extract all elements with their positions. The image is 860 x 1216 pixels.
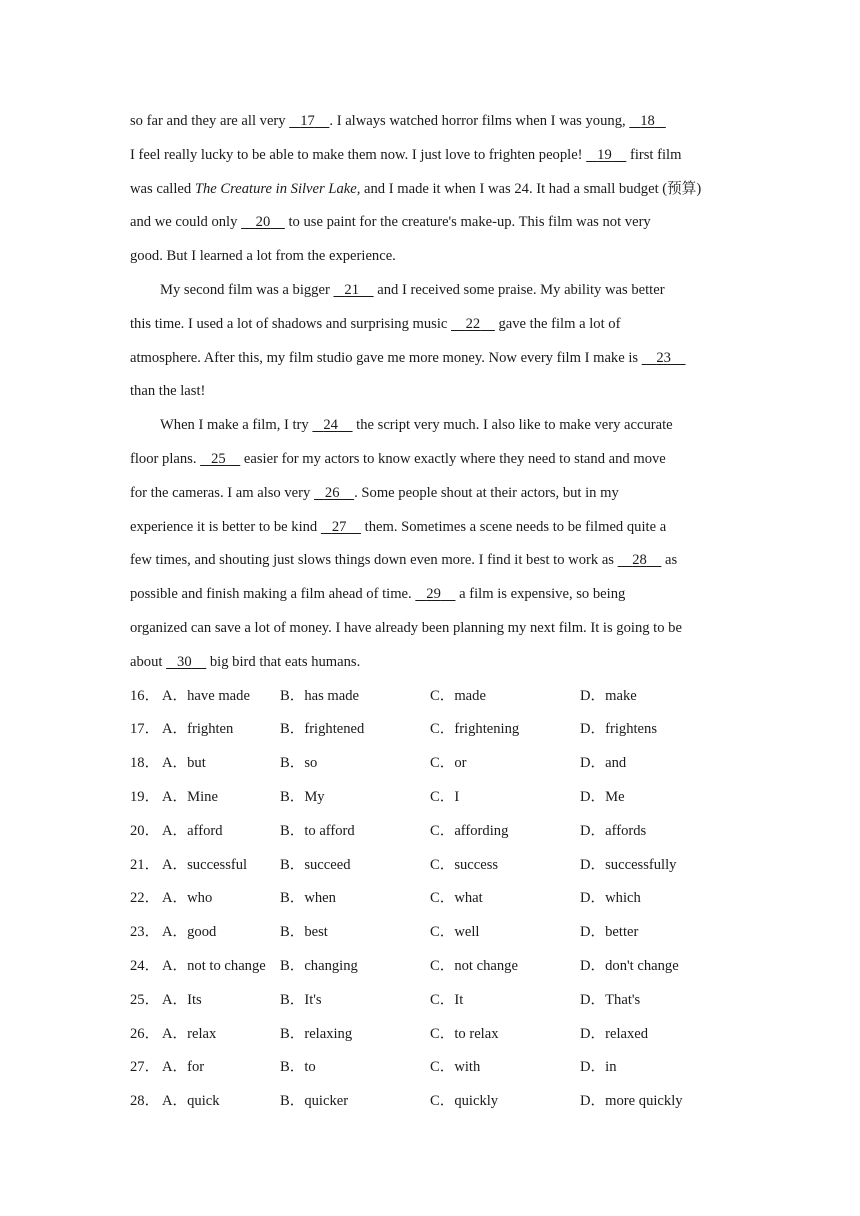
question-number: 28．: [130, 1093, 160, 1110]
question-23-options: [130, 916, 730, 950]
passage-text: experience it is better to be kind: [130, 518, 321, 535]
options-list: [130, 680, 730, 1119]
passage-text: for the cameras. I am also very: [130, 484, 314, 501]
passage-line: [130, 105, 730, 139]
passage-line: [130, 308, 730, 342]
passage-text: a film is expensive, so being: [455, 586, 626, 603]
option-d: D．affords: [580, 822, 647, 839]
option-d: D．frightens: [580, 721, 658, 738]
option-a: A．successful: [162, 856, 248, 873]
question-number: 18．: [130, 755, 160, 772]
option-c: C．frightening: [430, 721, 520, 738]
blank-19: 19: [597, 146, 612, 163]
option-c: C．It: [430, 991, 464, 1008]
passage-text: this time. I used a lot of shadows and surprising music: [130, 315, 452, 332]
option-d: D．Me: [580, 788, 625, 805]
passage-text: and we could only: [130, 214, 242, 231]
passage-text: When I make a film, I try: [160, 417, 313, 434]
passage-line: [130, 206, 730, 240]
option-c: C．not change: [430, 957, 518, 974]
option-b: B．when: [280, 890, 336, 907]
option-b: B．to: [280, 1059, 316, 1076]
blank-22: 22: [465, 315, 481, 332]
blank-26: 26: [324, 484, 340, 501]
option-a: A．good: [162, 924, 217, 941]
question-number: 21．: [130, 856, 160, 873]
option-d: D．better: [580, 924, 639, 941]
passage-line: [130, 544, 730, 578]
option-d: D．which: [580, 890, 641, 907]
option-a: A．Mine: [162, 788, 218, 805]
blank-25: 25: [211, 450, 226, 467]
passage-text: floor plans.: [130, 450, 201, 467]
option-b: B．quicker: [280, 1093, 349, 1110]
option-c: C．or: [430, 755, 467, 772]
option-b: B．frightened: [280, 721, 365, 738]
passage-text: first film: [626, 146, 682, 163]
question-number: 27．: [130, 1059, 160, 1076]
passage-text: . I always watched horror films when I was young,: [329, 113, 630, 129]
question-22-options: [130, 882, 730, 916]
passage-line: [130, 274, 730, 308]
passage-text: about: [130, 653, 167, 670]
passage-line: [130, 477, 730, 511]
option-b: B．succeed: [280, 856, 351, 873]
document-page: [130, 105, 730, 1119]
option-c: C．made: [430, 687, 486, 704]
passage-text: gave the film a lot of: [494, 315, 621, 332]
blank-28: 28: [632, 552, 647, 569]
passage-text: the script very much. I also like to make very accurate: [352, 417, 673, 434]
passage-line: [130, 240, 730, 274]
passage-line: [130, 342, 730, 376]
passage-line: [130, 139, 730, 173]
passage-line: [130, 443, 730, 477]
option-b: B．changing: [280, 957, 358, 974]
option-c: C．what: [430, 890, 483, 907]
option-a: A．for: [162, 1059, 205, 1076]
passage-text: easier for my actors to know exactly where they need to stand and move: [243, 450, 666, 467]
passage-text: and I received some praise. My ability was better: [373, 281, 665, 298]
option-d: D．don't change: [580, 957, 679, 974]
passage-line: [130, 612, 730, 646]
option-b: B．has made: [280, 687, 360, 704]
passage-text: to use paint for the creature's make-up. This film was not very: [284, 214, 651, 231]
question-28-options: [130, 1085, 730, 1119]
blank-30: 30: [177, 653, 192, 670]
option-c: C．with: [430, 1059, 481, 1076]
option-b: B．best: [280, 924, 328, 941]
passage-line: [130, 375, 730, 409]
blank-27: 27: [331, 518, 347, 535]
question-number: 22．: [130, 890, 160, 907]
film-title: The Creature in Silver Lake,: [194, 180, 361, 197]
option-b: B．so: [280, 755, 318, 772]
passage-text: was called: [130, 180, 195, 197]
passage-text: organized can save a lot of money. I have already been planning my next film. It is going to be: [130, 619, 682, 636]
question-21-options: [130, 849, 730, 883]
passage-text: My second film was a bigger: [160, 281, 334, 298]
option-d: D．more quickly: [580, 1093, 683, 1110]
question-number: 23．: [130, 924, 160, 941]
option-c: C．quickly: [430, 1093, 499, 1110]
option-c: C．affording: [430, 822, 509, 839]
blank-23: 23: [656, 349, 671, 366]
passage-text: good. But I learned a lot from the experience.: [130, 248, 396, 265]
passage-text: I feel really lucky to be able to make them now. I just love to frighten people!: [130, 146, 587, 163]
option-c: C．success: [430, 856, 499, 873]
question-18-options: [130, 747, 730, 781]
question-number: 19．: [130, 788, 160, 805]
passage-line: [130, 578, 730, 612]
option-a: A．but: [162, 755, 206, 772]
option-a: A．quick: [162, 1093, 220, 1110]
question-number: 25．: [130, 991, 160, 1008]
option-c: C．I: [430, 788, 460, 805]
passage-text: than the last!: [130, 383, 206, 400]
question-number: 17．: [130, 721, 160, 738]
passage-text: big bird that eats humans.: [206, 653, 361, 670]
option-a: A．have made: [162, 687, 250, 704]
question-24-options: [130, 950, 730, 984]
option-d: D．and: [580, 755, 627, 772]
passage-text: as: [661, 552, 678, 569]
option-d: D．successfully: [580, 856, 677, 873]
question-number: 24．: [130, 957, 160, 974]
option-c: C．well: [430, 924, 480, 941]
question-16-options: [130, 680, 730, 714]
question-number: 16．: [130, 687, 160, 704]
passage-text: . Some people shout at their actors, but in my: [354, 484, 619, 501]
blank-21: 21: [344, 281, 360, 298]
option-b: B．My: [280, 788, 325, 805]
passage-text: and I made it when I was 24. It had a small budget (预算): [360, 180, 702, 197]
blank-17: 17: [300, 113, 315, 129]
passage-line: [130, 173, 730, 207]
passage-text: so far and they are all very: [130, 113, 290, 129]
question-26-options: [130, 1018, 730, 1052]
blank-29: 29: [426, 586, 441, 603]
question-number: 26．: [130, 1025, 160, 1042]
question-27-options: [130, 1051, 730, 1085]
option-a: A．Its: [162, 991, 202, 1008]
passage-line: [130, 511, 730, 545]
question-17-options: [130, 713, 730, 747]
passage-line: [130, 409, 730, 443]
question-number: 20．: [130, 822, 160, 839]
option-a: A．afford: [162, 822, 223, 839]
blank-24: 24: [323, 417, 338, 434]
question-19-options: [130, 781, 730, 815]
passage: [130, 105, 730, 680]
option-a: A．who: [162, 890, 213, 907]
option-d: D．That's: [580, 991, 641, 1008]
question-25-options: [130, 984, 730, 1018]
option-b: B．to afford: [280, 822, 355, 839]
option-c: C．to relax: [430, 1025, 499, 1042]
option-d: D．make: [580, 687, 637, 704]
option-b: B．It's: [280, 991, 322, 1008]
blank-18: 18: [640, 113, 655, 129]
option-b: B．relaxing: [280, 1025, 353, 1042]
passage-text: few times, and shouting just slows things down even more. I find it best to work as: [130, 552, 618, 569]
passage-text: them. Sometimes a scene needs to be filmed quite a: [361, 518, 667, 535]
passage-text: possible and finish making a film ahead of time.: [130, 586, 416, 603]
option-d: D．in: [580, 1059, 617, 1076]
option-a: A．frighten: [162, 721, 234, 738]
passage-text: atmosphere. After this, my film studio gave me more money. Now every film I make is: [130, 349, 642, 366]
option-d: D．relaxed: [580, 1025, 649, 1042]
passage-line: [130, 646, 730, 680]
blank-20: 20: [255, 214, 271, 231]
option-a: A．not to change: [162, 957, 266, 974]
question-20-options: [130, 815, 730, 849]
option-a: A．relax: [162, 1025, 217, 1042]
